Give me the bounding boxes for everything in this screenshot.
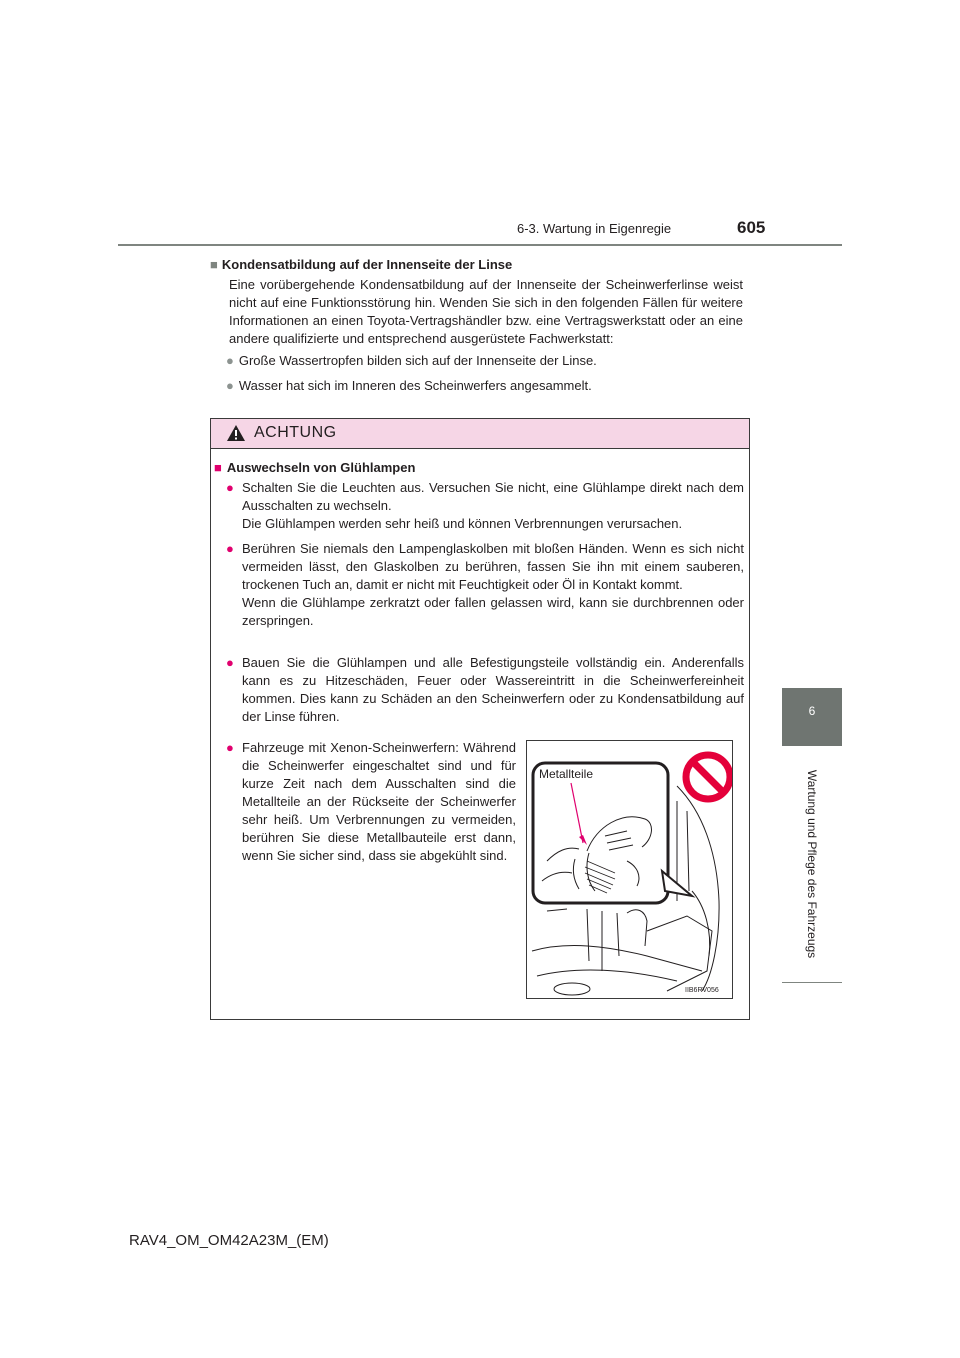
bulb-replacement-title: ■ Auswechseln von Glühlampen [214,460,416,475]
chapter-number: 6 [808,704,816,718]
condensation-bullet-2: ● Wasser hat sich im Inneren des Scheinwerfers angesammelt. [226,378,592,393]
warning-item-3: ● Bauen Sie die Glühlampen und alle Befestigungsteile vollständig ein. Anderenfalls kann es zu Hitzeschäden, Feuer oder Wassereintritt in die Scheinwerfereinheit kommen. Dies kann zu Schäden an den Scheinwerfern oder zu Kondensatbildung auf der Linse führen. [226,655,744,724]
bullet-dot-icon: ● [226,353,234,368]
bullet-dot-icon: ● [226,480,234,495]
chapter-tab[interactable] [782,688,842,746]
warning-title: ACHTUNG [254,424,337,441]
warning-item-1: ● Schalten Sie die Leuchten aus. Versuchen Sie nicht, eine Glühlampe direkt nach dem Ausschalten zu wechseln. Die Glühlampen werden sehr heiß und können Verbrennungen verursachen. [226,480,744,531]
header-rule [118,244,842,246]
tab-rule [782,982,842,983]
bullet-dot-icon: ● [226,378,234,393]
callout-label: Metallteile [539,767,594,781]
chapter-tab-label-area [782,746,842,982]
bullet-dot-icon: ● [226,655,234,670]
square-bullet-icon: ■ [210,257,218,272]
headlamp-illustration [526,740,733,999]
bullet-dot-icon: ● [226,541,234,556]
bullet-dot-icon: ● [226,740,234,755]
condensation-body: Eine vorübergehende Kondensatbildung auf der Innenseite der Scheinwerferlinse weist nicht auf eine Funktionsstörung hin. Wenden Sie sich in den folgenden Fällen für weitere Informationen an einen Toyota-Vertragshändler bzw. eine Vertragswerkstatt oder an eine andere qualifizierte und entsprechend ausgerüstete Fachwerkstatt: [229,277,743,346]
condensation-bullet-1: ● Große Wassertropfen bilden sich auf der Innenseite der Linse. [226,353,597,368]
warning-triangle-icon [226,424,246,442]
figure-code: IIB6RV056 [685,987,719,994]
page-number: 605 [737,218,766,237]
chapter-title: Wartung und Pflege des Fahrzeugs [805,769,819,959]
warning-item-2: ● Berühren Sie niemals den Lampenglaskolben mit bloßen Händen. Wenn es sich nicht vermeiden lässt, den Glaskolben zu berühren, fassen Sie ihn mit einem sauberen, trockenen Tuch an, damit er nicht mit Feuchtigkeit oder Öl in Kontakt kommt. Wenn die Glühlampe zerkratzt oder fallen gelassen wird, kann sie durchbrennen oder zerspringen. [226,541,744,628]
document-code: RAV4_OM_OM42A23M_(EM) [129,1232,329,1249]
section-heading: 6-3. Wartung in Eigenregie [517,221,672,236]
square-bullet-icon: ■ [214,460,222,475]
prohibition-icon [686,755,730,799]
condensation-title: ■ Kondensatbildung auf der Innenseite der Linse [210,257,513,272]
warning-item-4: ● Fahrzeuge mit Xenon-Scheinwerfern: Während die Scheinwerfer eingeschaltet sind und für kurze Zeit nach dem Ausschalten sind die Metallteile an der Rückseite der Scheinwerfer sehr heiß. Um Verbrennungen zu vermeiden, berühren Sie diese Metallbauteile erst dann, wenn Sie sicher sind, dass sie abgekühlt sind. [226,740,516,863]
